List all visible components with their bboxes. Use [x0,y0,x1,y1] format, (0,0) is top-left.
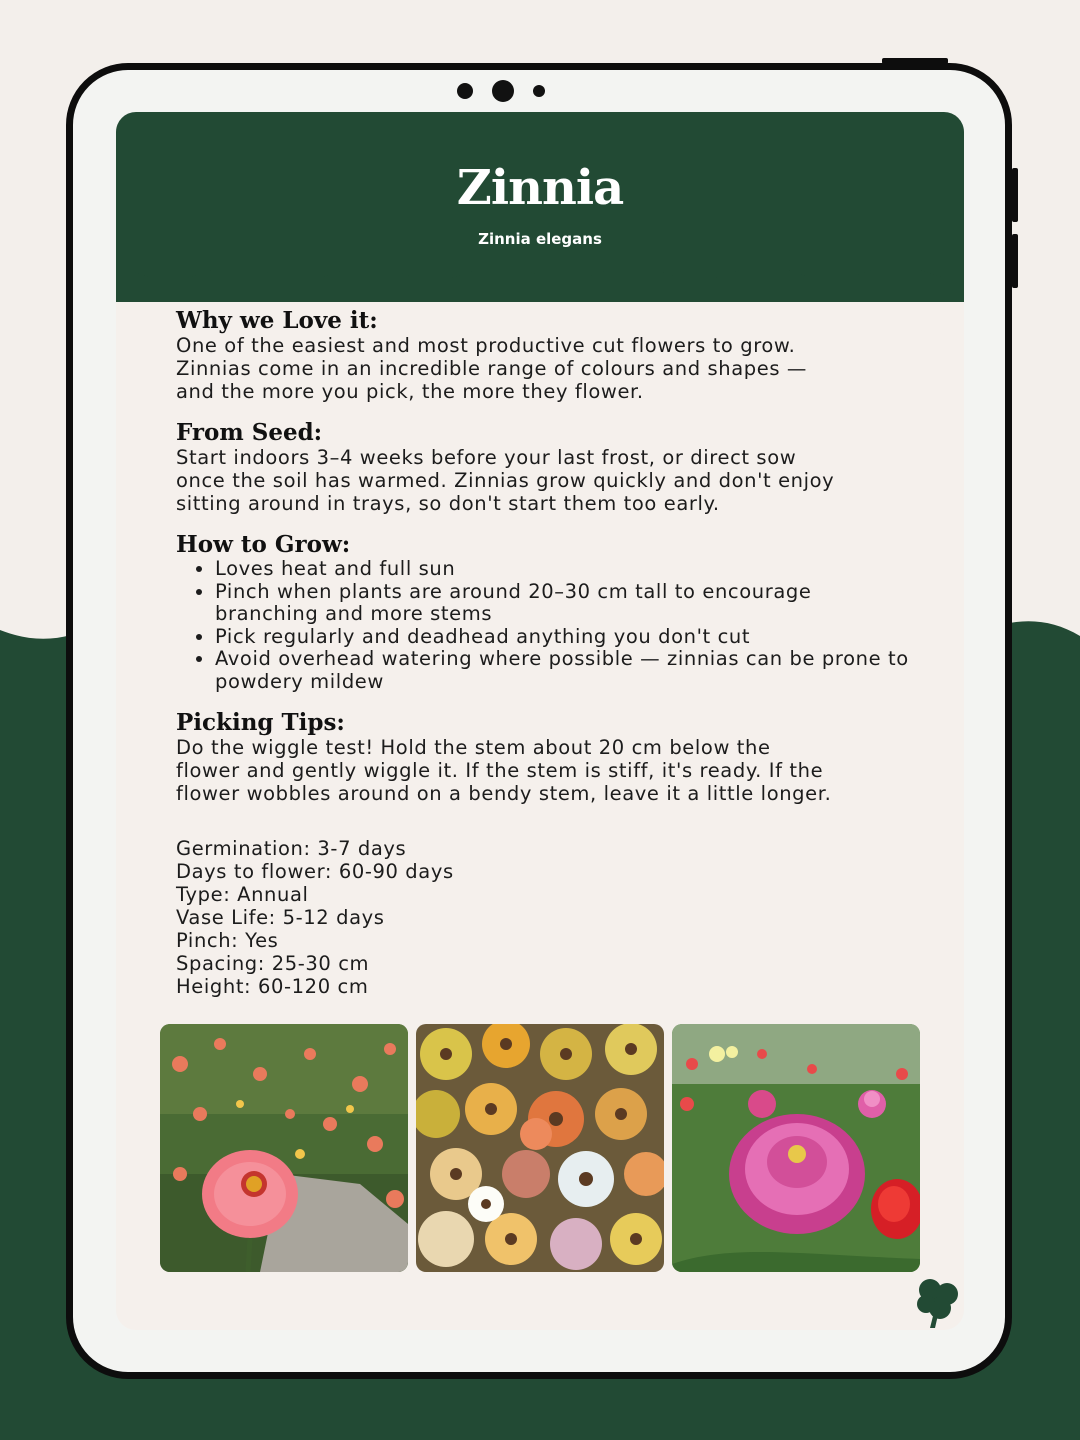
sensor-dot-icon [533,85,545,97]
zinnia-photo-garden [160,1024,408,1272]
volume-down-button [1012,234,1018,288]
camera-lens-icon [492,80,514,102]
stat-germination: Germination: 3-7 days [176,837,407,860]
stat-vase-life: Vase Life: 5-12 days [176,906,385,929]
seed-line: sitting around in trays, so don't start them too early. [176,492,720,515]
grow-heading: How to Grow: [176,531,351,558]
why-line: One of the easiest and most productive cut flowers to grow. [176,334,796,357]
stat-days-to-flower: Days to flower: 60-90 days [176,860,454,883]
picking-heading: Picking Tips: [176,709,345,736]
header-wave-divider [116,260,964,310]
stat-type: Type: Annual [176,883,309,906]
picking-line: flower wobbles around on a bendy stem, leave it a little longer. [176,782,832,805]
card-content [176,308,916,998]
stat-pinch: Pinch: Yes [176,929,279,952]
picking-line: Do the wiggle test! Hold the stem about 20 cm below the [176,736,771,759]
why-section [176,308,916,403]
picking-section [176,710,916,805]
list-item: • Pick regularly and deadhead anything you don't cut [215,626,916,649]
seed-line: Start indoors 3–4 weeks before your last frost, or direct sow [176,446,797,469]
why-line: Zinnias come in an incredible range of colours and shapes — [176,357,808,380]
botanical-name: Zinnia elegans [478,230,602,248]
why-heading: Why we Love it: [176,307,378,334]
grow-list [176,558,916,693]
seed-section [176,420,916,515]
list-item: • Loves heat and full sun [215,558,916,581]
picking-line: flower and gently wiggle it. If the stem is stiff, it's ready. If the [176,759,824,782]
clover-icon [910,1274,964,1330]
seed-heading: From Seed: [176,419,323,446]
list-item: • Avoid overhead watering where possible — zinnias can be prone to powdery mildew [215,648,916,693]
volume-up-button [1012,168,1018,222]
list-item: • Pinch when plants are around 20–30 cm tall to encourage branching and more stems [215,581,916,626]
seed-line: once the soil has warmed. Zinnias grow quickly and don't enjoy [176,469,835,492]
stat-height: Height: 60-120 cm [176,975,369,998]
grow-section [176,532,916,693]
stats-block [176,837,916,998]
stat-spacing: Spacing: 25-30 cm [176,952,370,975]
why-line: and the more you pick, the more they flower. [176,380,644,403]
plant-card [116,112,964,1330]
page-title: Zinnia [456,160,624,216]
zinnia-photo-magenta [672,1024,920,1272]
camera-dot-icon [457,83,473,99]
zinnia-photo-mixed [416,1024,664,1272]
